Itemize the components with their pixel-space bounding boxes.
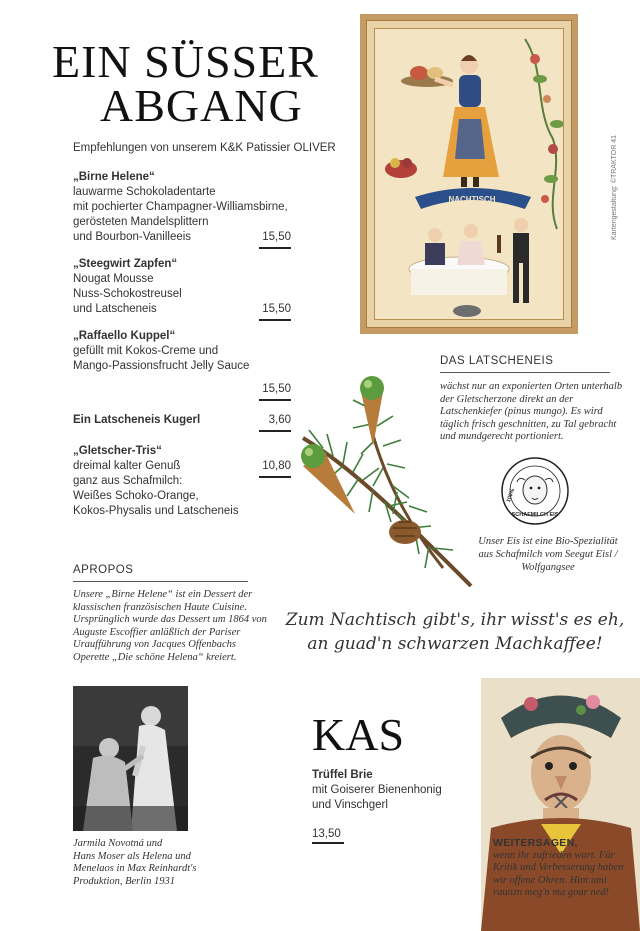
- dessert-menu: [73, 170, 291, 531]
- item-name: Trüffel Brie: [312, 769, 373, 781]
- sheep-milk-badge-icon: [500, 456, 570, 526]
- cheese-price: 13,50: [312, 828, 344, 840]
- coffee-quote: [285, 608, 625, 656]
- latscheneis-text: wächst nur an exponierten Orten unterhalb der Gletscherzone direkt an der Latschenkiefer (pinus mungo). Es wird täglich frisch geschnitten, zu Tal gebracht und mundgerecht portioniert.: [440, 381, 623, 442]
- item-price: 15,50: [259, 382, 291, 397]
- apropos-rule: [73, 581, 248, 582]
- item-description: lauwarme Schokoladentarte: [73, 186, 216, 198]
- item-price: 15,50: [259, 302, 291, 317]
- pine-branch-illustration: [293, 368, 478, 593]
- historic-opera-photo: [73, 686, 188, 831]
- cheese-item: [312, 768, 462, 813]
- photo-figures: [73, 686, 188, 831]
- item-name: Ein Latscheneis Kugerl: [73, 414, 201, 426]
- caption-line: Hans Moser als Helena und: [73, 850, 191, 862]
- card-credit: Kartengestaltung: ©TRAKTOR 41: [611, 134, 618, 240]
- title-line-1: EIN SÜSSER: [52, 36, 319, 87]
- item-description: Mango-Passionsfrucht Jelly Sauce: [73, 360, 250, 372]
- sheep-milk-caption: Unser Eis ist eine Bio-Spezialität aus Schafmilch vom Seegut Eisl / Wolfgangsee: [478, 536, 618, 573]
- item-description: Nuss-Schokostreusel: [73, 288, 182, 300]
- page-title: [52, 36, 319, 131]
- item-description: Kokos-Physalis und Latscheneis: [73, 505, 239, 517]
- item-name: „Raffaello Kuppel“: [73, 330, 176, 342]
- item-description: mit Goiserer Bienenhonig: [312, 784, 442, 796]
- vintage-nachtisch-card: [360, 14, 578, 334]
- badge-top-text: 100%: [505, 488, 517, 504]
- photo-caption: [73, 838, 233, 888]
- item-description: ganz aus Schafmilch:: [73, 475, 183, 487]
- item-name: „Steegwirt Zapfen“: [73, 258, 178, 270]
- weitersagen-heading: WEITERSAGEN,: [493, 837, 578, 849]
- weitersagen-body: wenn ihr zufrieden wart. Für Kritik und Verbesserung haben wir offene Ohren. Hint umi raunzn meg'n ma goar ned!: [493, 849, 624, 898]
- title-line-2: ABGANG: [100, 80, 303, 131]
- caption-line: Menelaos in Max Reinhardt's: [73, 863, 197, 874]
- item-name: „Gletscher-Tris“: [73, 445, 162, 457]
- latscheneis-heading: DAS LATSCHENEIS: [440, 355, 554, 367]
- item-name: „Birne Helene“: [73, 171, 155, 183]
- menu-item-gletscher-tris: [73, 444, 291, 519]
- pine-cone: [389, 520, 421, 544]
- card-banner: NACHTISCH: [448, 195, 496, 204]
- item-description: Nougat Mousse: [73, 273, 154, 285]
- kas-title: KAS: [312, 709, 405, 760]
- menu-item-latscheneis-kugerl: [73, 413, 291, 428]
- ice-cone-top: [360, 376, 384, 446]
- item-description: und Bourbon-Vanilleeis: [73, 231, 192, 243]
- menu-item-birne-helene: [73, 170, 291, 245]
- item-description: und Vinschgerl: [312, 799, 388, 811]
- item-description: dreimal kalter Genuß: [73, 460, 181, 472]
- waitress-illustration: [375, 29, 564, 320]
- caption-line: Jarmila Novotná und: [73, 838, 163, 849]
- item-price: 15,50: [259, 230, 291, 245]
- weitersagen-text: [493, 837, 633, 900]
- item-description: Weißes Schoko-Orange,: [73, 490, 199, 502]
- apropos-text: Unsere „Birne Helene“ ist ein Dessert der klassischen französischen Haute Cuisine. Ursprünglich wurde das Dessert um 1864 von Auguste Escoffier anläßlich der Pariser Uraufführung von Jacques Offenbachs Operette „Die schöne Helena“ kreiert.: [73, 589, 267, 663]
- apropos-heading: APROPOS: [73, 564, 134, 576]
- item-description: gerösteten Mandelsplittern: [73, 216, 209, 228]
- quote-line-2: an guad'n schwarzen Machkaffee!: [307, 634, 603, 654]
- badge-bottom-text: SCHAFMILCH EIS: [511, 512, 559, 518]
- menu-item-steegwirt-zapfen: [73, 257, 291, 317]
- item-price: 10,80: [259, 459, 291, 474]
- item-description: und Latscheneis: [73, 303, 157, 315]
- caption-line: Produktion, Berlin 1931: [73, 875, 175, 887]
- item-description: mit pochierter Champagner-Williamsbirne,: [73, 201, 288, 213]
- subtitle: Empfehlungen von unserem K&K Patissier OLIVER: [73, 142, 336, 154]
- item-price: 3,60: [259, 413, 291, 428]
- quote-line-1: Zum Nachtisch gibt's, ihr wisst's es eh,: [285, 610, 625, 630]
- menu-item-raffaello-kuppel: [73, 329, 291, 397]
- item-description: gefüllt mit Kokos-Creme und: [73, 345, 219, 357]
